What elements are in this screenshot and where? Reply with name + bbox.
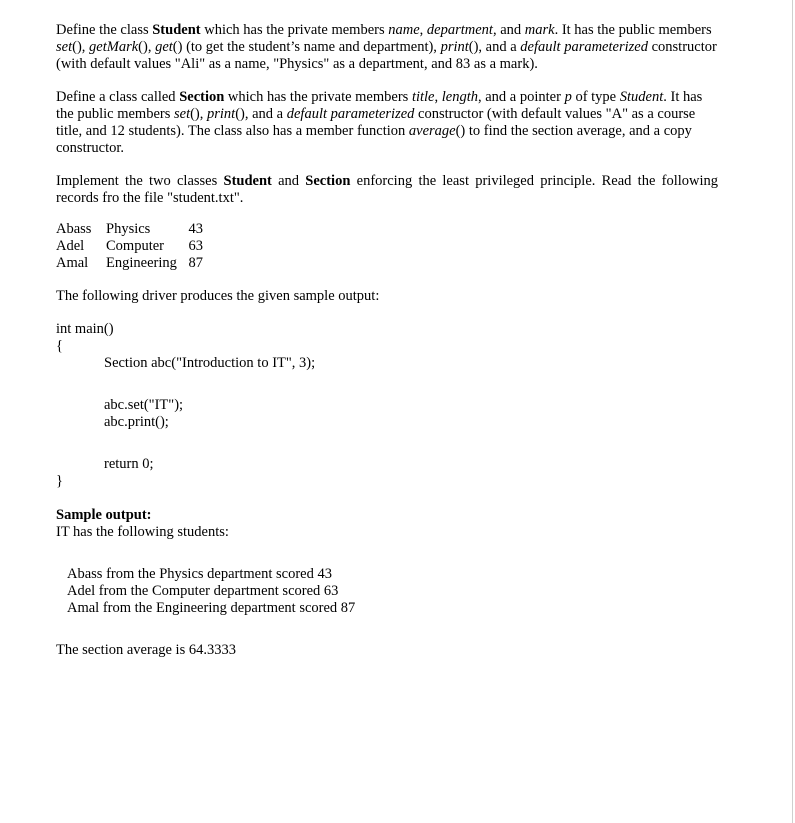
code-line: int main() xyxy=(56,321,114,337)
records-table xyxy=(56,221,203,272)
function: average xyxy=(408,123,456,139)
function: getMark xyxy=(89,39,139,55)
code-line: { xyxy=(56,338,63,354)
record-name: Abass xyxy=(56,221,92,237)
code-line: abc.set("IT"); xyxy=(104,397,184,413)
member: length xyxy=(441,89,478,105)
output-line: Abass from the Physics department scored 43 xyxy=(67,566,332,582)
text: () (to get the student’s name and department), xyxy=(172,39,441,55)
code-line: return 0; xyxy=(104,456,154,472)
output-line: The section average is 64.3333 xyxy=(56,642,236,658)
record-mark: 63 xyxy=(188,238,203,254)
code-line: abc.print(); xyxy=(104,414,169,430)
record-name: Amal xyxy=(56,255,89,271)
output-line: IT has the following students: xyxy=(56,524,229,540)
function: print xyxy=(207,106,236,122)
member: title xyxy=(411,89,435,105)
text: enforcing the least privileged principle. Read the following records fro the file "student.txt". xyxy=(56,173,719,206)
code-line: } xyxy=(56,473,63,489)
member: p xyxy=(564,89,572,105)
text: (), xyxy=(190,106,208,122)
section-class-paragraph xyxy=(56,89,718,157)
page-border xyxy=(792,0,793,823)
document-body xyxy=(56,22,718,659)
record-mark: 43 xyxy=(188,221,203,237)
text: Define a class called xyxy=(56,89,180,105)
output-line: Amal from the Engineering department scored 87 xyxy=(67,600,356,616)
function: get xyxy=(155,39,173,55)
class-name: Section xyxy=(305,173,351,189)
text: Implement the two classes xyxy=(56,173,224,189)
text: () to find the section average, and a copy constructor. xyxy=(56,123,692,156)
function: set xyxy=(56,39,73,55)
text: which has the private members xyxy=(200,22,389,38)
record-name: Adel xyxy=(56,238,85,254)
record-dept: Computer xyxy=(106,238,164,254)
text: (), and a xyxy=(235,106,287,122)
text: . It has the public members xyxy=(554,22,712,38)
record-dept: Physics xyxy=(106,221,151,237)
driver-intro: The following driver produces the given sample output: xyxy=(56,288,380,304)
member: mark xyxy=(524,22,555,38)
text: , xyxy=(419,22,427,38)
heading-text: Sample output: xyxy=(56,507,152,523)
function: print xyxy=(440,39,469,55)
record-mark: 87 xyxy=(188,255,203,271)
class-name: Section xyxy=(179,89,225,105)
text: which has the private members xyxy=(224,89,412,105)
text: . It has the public members xyxy=(56,89,703,122)
implement-paragraph xyxy=(56,173,718,207)
text: , xyxy=(434,89,442,105)
class-name: Student xyxy=(223,173,272,189)
member: name xyxy=(388,22,420,38)
constructor-kind: default parameterized xyxy=(286,106,415,122)
table-row xyxy=(56,238,203,255)
text: (), xyxy=(138,39,156,55)
member: department xyxy=(426,22,493,38)
text: and xyxy=(271,173,306,189)
text: constructor (with default values "A" as a course title, and 12 students). The class also has a member function xyxy=(56,106,696,139)
text: of type xyxy=(571,89,620,105)
record-dept: Engineering xyxy=(106,255,177,271)
constructor-kind: default parameterized xyxy=(520,39,648,55)
text: (), xyxy=(72,39,90,55)
function: set xyxy=(173,106,191,122)
text: Define the class xyxy=(56,22,153,38)
code-block xyxy=(56,321,718,490)
type-name: Student xyxy=(619,89,664,105)
student-class-paragraph xyxy=(56,22,718,73)
text: constructor (with default values "Ali" as a name, "Physics" as a department, and 83 as a mark). xyxy=(56,39,717,72)
class-name: Student xyxy=(152,22,201,38)
output-line: Adel from the Computer department scored 63 xyxy=(67,583,339,599)
table-row xyxy=(56,255,203,272)
text: , and xyxy=(492,22,525,38)
text: , and a pointer xyxy=(478,89,565,105)
code-line: Section abc("Introduction to IT", 3); xyxy=(104,355,316,371)
table-row xyxy=(56,221,203,238)
text: (), and a xyxy=(468,39,521,55)
output-heading xyxy=(56,507,718,524)
